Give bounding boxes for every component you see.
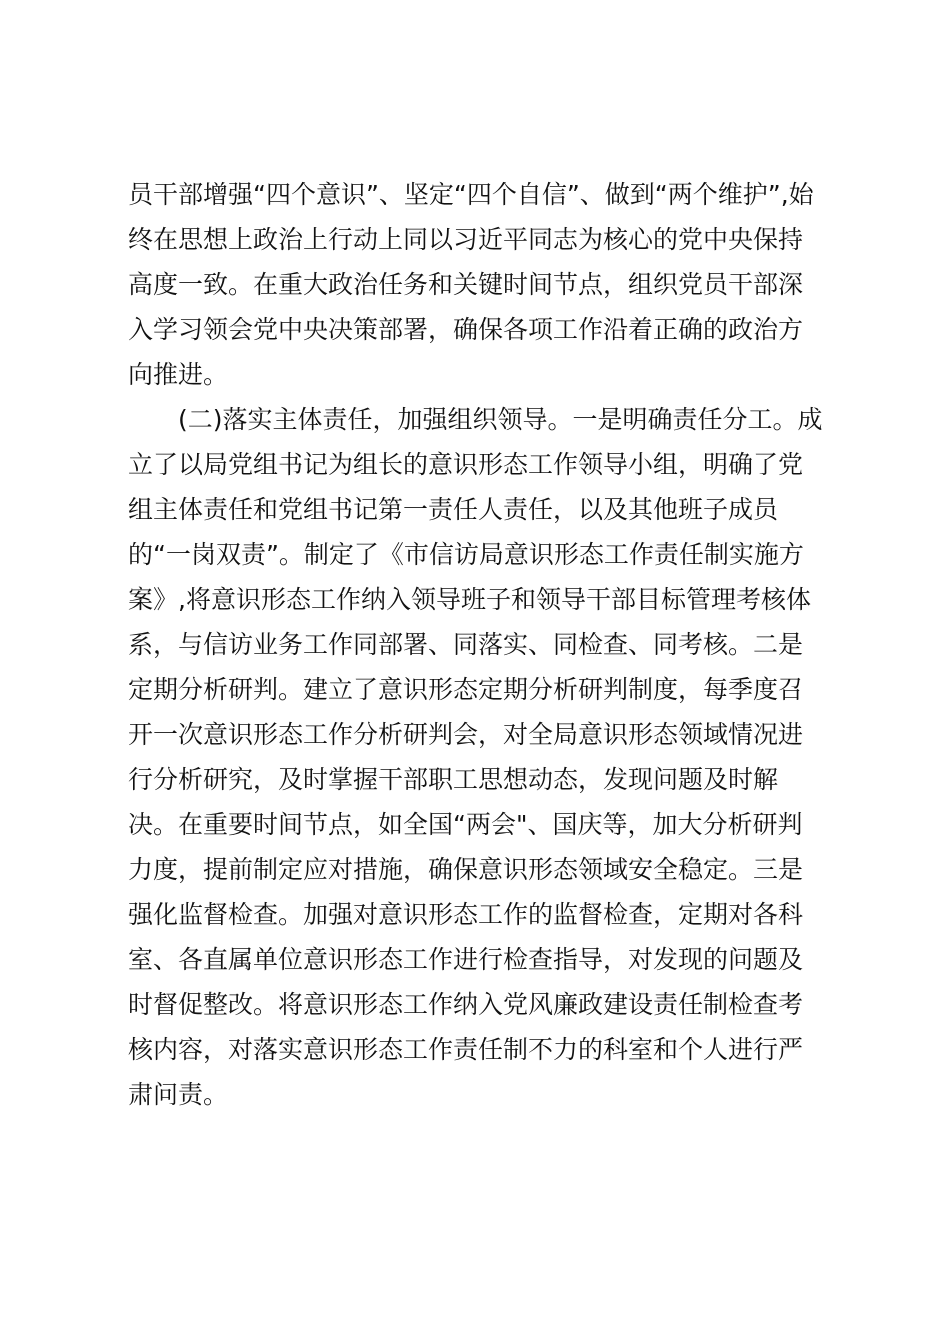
paragraph-line: 入学习领会党中央决策部署，确保各项工作沿着正确的政治方 [128,315,804,344]
paragraph-line: 案》,将意识形态工作纳入领导班子和领导干部目标管理考核体 [128,585,811,614]
paragraph-line: 员干部增强“四个意识”、坚定“四个自信”、做到“两个维护”,始 [128,180,814,209]
section-heading-line: (二)落实主体责任，加强组织领导。一是明确责任分工。成 [178,405,823,434]
paragraph-line: 行分析研究，及时掌握干部职工思想动态，发现问题及时解 [128,765,779,794]
paragraph-continuation [128,172,828,397]
paragraph-line: 室、各直属单位意识形态工作进行检查指导，对发现的问题及 [128,945,804,974]
paragraph-line: 核内容，对落实意识形态工作责任制不力的科室和个人进行严 [128,1035,804,1064]
paragraph-line: 力度，提前制定应对措施，确保意识形态领域安全稳定。三是 [128,855,804,884]
paragraph-line: 的“一岗双责”。制定了《市信访局意识形态工作责任制实施方 [128,540,804,569]
paragraph-section-two [128,397,828,1117]
paragraph-line: 高度一致。在重大政治任务和关键时间节点，组织党员干部深 [128,270,804,299]
paragraph-line: 决。在重要时间节点，如全国“两会"、国庆等，加大分析研判 [128,810,803,839]
paragraph-line: 终在思想上政治上行动上同以习近平同志为核心的党中央保持 [128,225,804,254]
paragraph-line: 向推进。 [128,360,229,389]
paragraph-line: 肃问责。 [128,1080,229,1109]
paragraph-line: 开一次意识形态工作分析研判会，对全局意识形态领域情况进 [128,720,804,749]
paragraph-line: 时督促整改。将意识形态工作纳入党风廉政建设责任制检查考 [128,990,804,1019]
paragraph-line: 定期分析研判。建立了意识形态定期分析研判制度，每季度召 [128,675,804,704]
paragraph-line: 立了以局党组书记为组长的意识形态工作领导小组，明确了党 [128,450,804,479]
paragraph-line: 系，与信访业务工作同部署、同落实、同检查、同考核。二是 [128,630,804,659]
paragraph-line: 强化监督检查。加强对意识形态工作的监督检查，定期对各科 [128,900,804,929]
paragraph-line: 组主体责任和党组书记第一责任人责任，以及其他班子成员 [128,495,779,524]
